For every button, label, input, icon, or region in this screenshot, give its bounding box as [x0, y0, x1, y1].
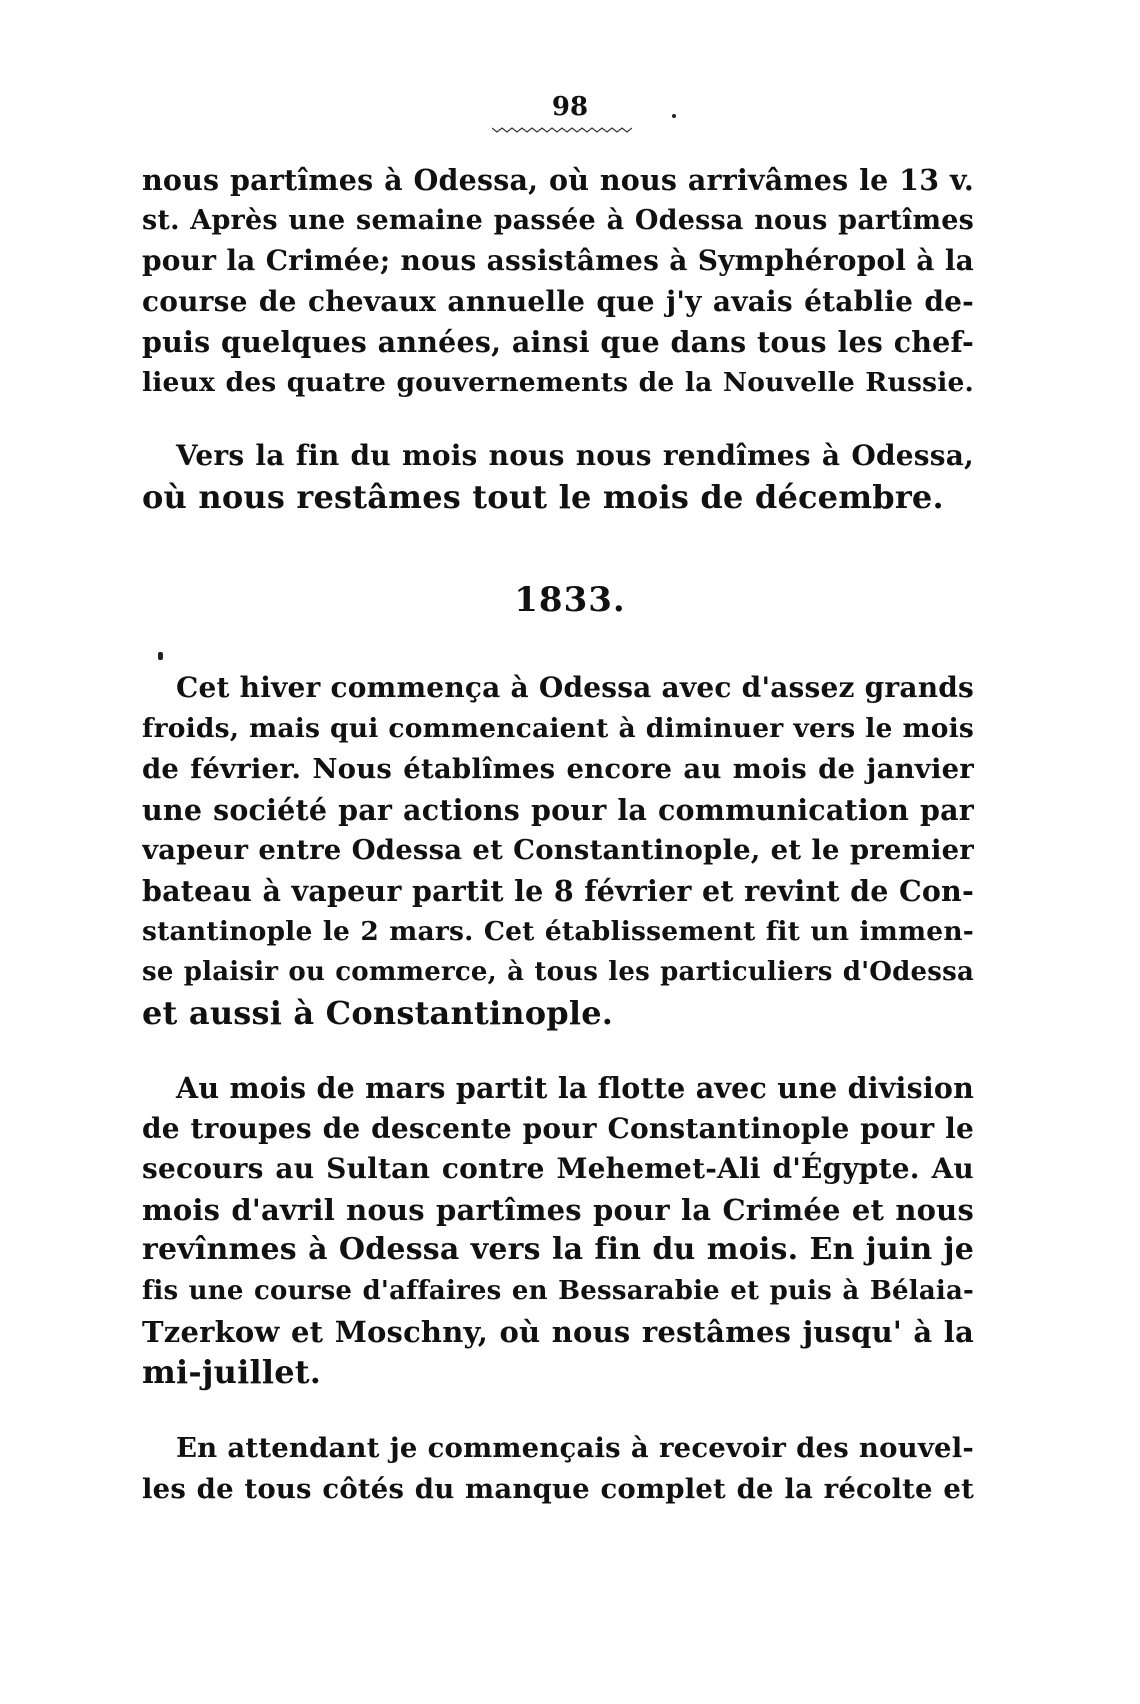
text-line: Cet hiver commença à Odessa avec d'assez grands	[176, 671, 974, 704]
text-line: st. Après une semaine passée à Odessa nous partîmes	[142, 204, 974, 236]
text-line: mi-juillet.	[142, 1353, 322, 1392]
paragraph-2	[142, 436, 974, 517]
ornament-rule	[492, 124, 632, 134]
text-line: secours au Sultan contre Mehemet-Ali d'Égypte. Au	[142, 1152, 974, 1186]
page-number: 98	[551, 92, 589, 122]
text-line: une société par actions pour la communication par	[142, 792, 974, 827]
text-line: Au mois de mars partit la flotte avec une division	[176, 1071, 974, 1105]
text-line: puis quelques années, ainsi que dans tous les chef-	[142, 325, 974, 360]
paragraph-4	[142, 1068, 974, 1393]
text-line: fis une course d'affaires en Bessarabie et puis à Bélaia-	[142, 1275, 974, 1306]
paragraph-3	[142, 668, 974, 1033]
text-line: vapeur entre Odessa et Constantinople, et le premier	[142, 834, 974, 867]
stray-mark	[672, 114, 676, 118]
text-line: Vers la fin du mois nous nous rendîmes à Odessa,	[176, 439, 974, 472]
text-line: revînmes à Odessa vers la fin du mois. En juin je	[142, 1232, 974, 1268]
text-line: nous partîmes à Odessa, où nous arrivâmes le 13 v.	[142, 163, 974, 197]
text-line: se plaisir ou commerce, à tous les particuliers d'Odessa	[142, 957, 974, 988]
paragraph-1	[142, 160, 974, 404]
stray-mark	[158, 652, 163, 660]
text-line: où nous restâmes tout le mois de décembre.	[142, 477, 944, 516]
paragraph-5	[142, 1428, 974, 1509]
text-line: lieux des quatre gouvernements de la Nouvelle Russie.	[142, 366, 974, 398]
text-line: pour la Crimée; nous assistâmes à Symphéropol à la	[142, 244, 974, 278]
text-line: Tzerkow et Moschny, où nous restâmes jusqu' à la	[142, 1314, 974, 1349]
text-line: En attendant je commençais à recevoir des nouvel-	[176, 1432, 974, 1464]
text-line: et aussi à Constantinople.	[142, 993, 614, 1032]
text-line: de troupes de descente pour Constantinople pour le	[142, 1111, 974, 1145]
text-line: bateau à vapeur partit le 8 février et revint de Con-	[142, 873, 974, 908]
text-line: les de tous côtés du manque complet de la récolte et	[142, 1472, 974, 1505]
text-line: course de chevaux annuelle que j'y avais établie de-	[142, 284, 974, 318]
text-line: de février. Nous établîmes encore au mois de janvier	[142, 753, 974, 786]
text-line: stantinople le 2 mars. Cet établissement fit un immen-	[142, 915, 974, 947]
text-line: mois d'avril nous partîmes pour la Crimée et nous	[142, 1192, 974, 1227]
text-line: froids, mais qui commencaient à diminuer vers le mois	[142, 712, 974, 744]
year-heading: 1833.	[514, 580, 626, 620]
